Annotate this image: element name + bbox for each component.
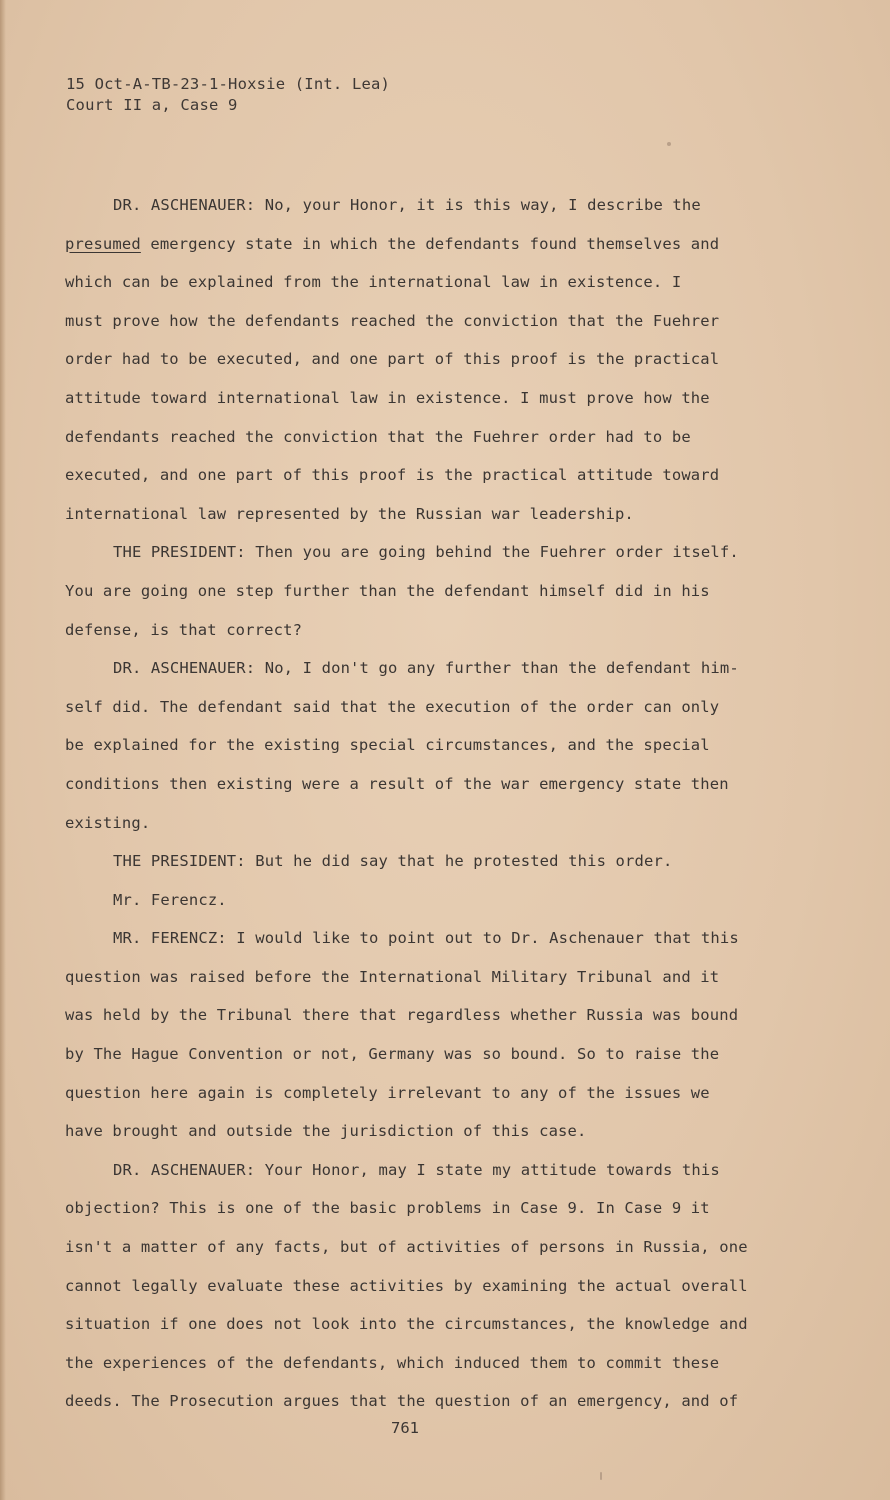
transcript-body	[65, 186, 765, 1421]
transcript-line: DR. ASCHENAUER: No, I don't go any further than the defendant him-	[113, 659, 739, 678]
transcript-line: question was raised before the International Military Tribunal and it	[65, 967, 720, 986]
transcript-line: THE PRESIDENT: But he did say that he protested this order.	[113, 852, 673, 871]
page-number: 761	[391, 1419, 419, 1437]
transcript-line: order had to be executed, and one part of this proof is the practical	[65, 350, 720, 369]
transcript-line: Mr. Ferencz.	[113, 890, 227, 909]
transcript-line-text: emergency state in which the defendants found themselves and	[150, 234, 720, 253]
transcript-line: international law represented by the Russian war leadership.	[65, 504, 634, 523]
transcript-line: which can be explained from the international law in existence. I	[65, 273, 682, 292]
transcript-line: MR. FERENCZ: I would like to point out to Dr. Aschenauer that this	[113, 929, 739, 948]
transcript-line: was held by the Tribunal there that regardless whether Russia was bound	[65, 1006, 739, 1025]
header-court-line: Court II a, Case 9	[66, 96, 238, 114]
transcript-line: be explained for the existing special circumstances, and the special	[65, 736, 710, 755]
transcript-line: isn't a matter of any facts, but of activities of persons in Russia, one	[65, 1238, 748, 1257]
transcript-line: attitude toward international law in existence. I must prove how the	[65, 388, 710, 407]
header-reference-line: 15 Oct-A-TB-23-1-Hoxsie (Int. Lea)	[66, 75, 391, 93]
transcript-line: executed, and one part of this proof is the practical attitude toward	[65, 466, 720, 485]
transcript-line: cannot legally evaluate these activities by examining the actual overall	[65, 1276, 748, 1295]
transcript-line: question here again is completely irrelevant to any of the issues we	[65, 1083, 710, 1102]
transcript-line: by The Hague Convention or not, Germany was so bound. So to raise the	[65, 1045, 720, 1064]
transcript-line: self did. The defendant said that the execution of the order can only	[65, 697, 720, 716]
transcript-line: existing.	[65, 813, 151, 832]
paper-speck	[667, 142, 671, 146]
transcript-line: deeds. The Prosecution argues that the question of an emergency, and of	[65, 1392, 739, 1411]
transcript-line: have brought and outside the jurisdiction of this case.	[65, 1122, 587, 1141]
paper-speck	[600, 1472, 602, 1480]
transcript-line: must prove how the defendants reached the conviction that the Fuehrer	[65, 311, 720, 330]
transcript-line: the experiences of the defendants, which induced them to commit these	[65, 1353, 720, 1372]
transcript-line: defendants reached the conviction that the Fuehrer order had to be	[65, 427, 691, 446]
transcript-line: DR. ASCHENAUER: Your Honor, may I state my attitude towards this	[113, 1160, 720, 1179]
document-header	[66, 74, 390, 116]
transcript-line: defense, is that correct?	[65, 620, 303, 639]
transcript-line: conditions then existing were a result of the war emergency state then	[65, 774, 729, 793]
transcript-line: situation if one does not look into the circumstances, the knowledge and	[65, 1315, 748, 1334]
transcript-line: DR. ASCHENAUER: No, your Honor, it is this way, I describe the	[113, 196, 701, 214]
page-edge-shadow	[0, 0, 6, 1500]
underlined-word: presumed	[65, 234, 141, 253]
transcript-line: You are going one step further than the defendant himself did in his	[65, 581, 710, 600]
transcript-line: objection? This is one of the basic problems in Case 9. In Case 9 it	[65, 1199, 710, 1218]
transcript-line: THE PRESIDENT: Then you are going behind the Fuehrer order itself.	[113, 543, 739, 562]
transcript-line	[65, 225, 765, 264]
